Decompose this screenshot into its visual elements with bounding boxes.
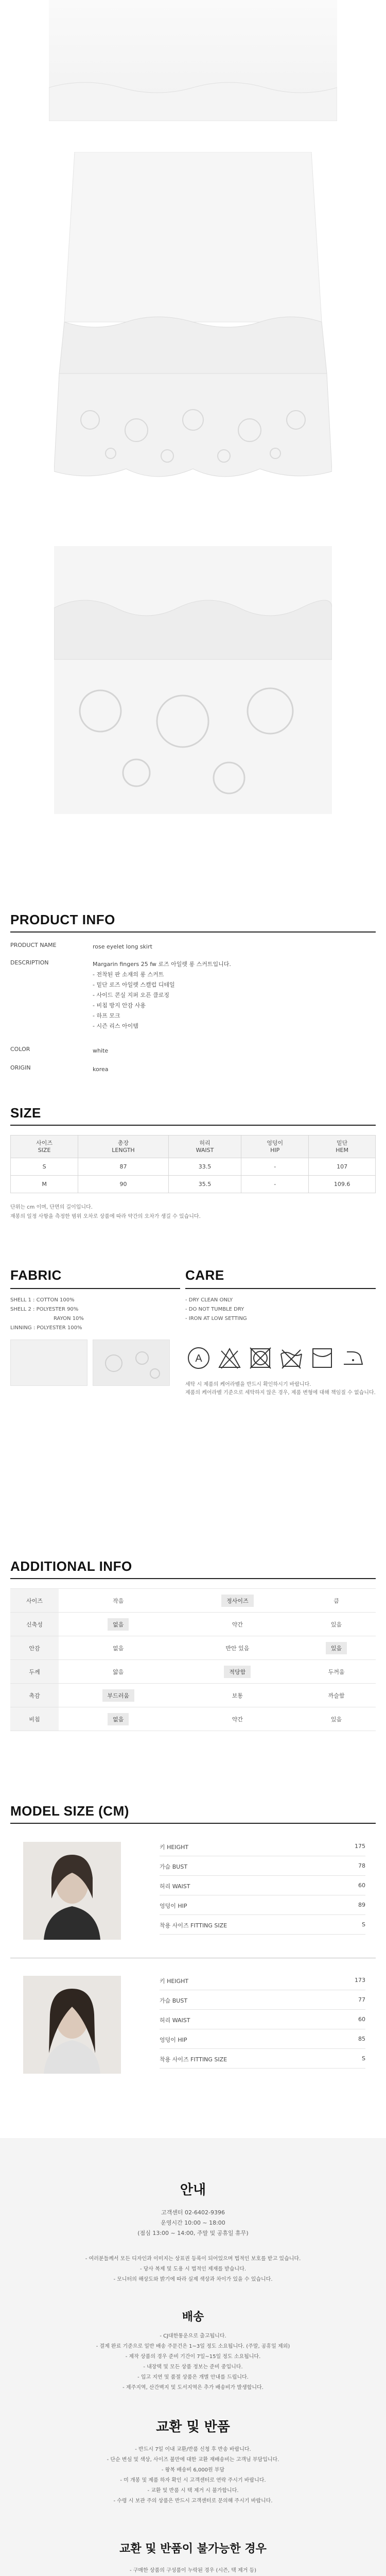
table-cell-selected: 정사이즈 [178,1589,297,1613]
table-cell: 까슬함 [297,1684,376,1707]
table-cell: 보통 [178,1684,297,1707]
size-table-header [11,1136,376,1158]
table-cell: 33.5 [168,1158,241,1176]
divider [185,1288,376,1289]
table-row [10,1684,376,1707]
no-wash-icon [278,1345,305,1371]
info-key: PRODUCT NAME [10,942,57,948]
table-cell: 얇음 [59,1660,178,1684]
divider [10,1288,180,1289]
guide-body-2: - 여러분들께서 모든 디자인과 이미지는 상표권 등록이 되어있으며 법적인 보호를 받고 있습니다. - 당사 복제 및 도용 시 법적인 제재를 받습니다. - 모니터의 해상도와 밝기에 따라 실제 색상과 차이가 있을 수 있습니다. [85,2256,301,2282]
size-table [10,1135,376,1193]
length-col-header: 총장 LENGTH [78,1136,169,1158]
low-iron-icon [340,1345,366,1371]
delivery-body: - CJ대한통운으로 출고됩니다. - 결제 완료 기준으로 일반 배송 주문건은 1~3일 정도 소요됩니다. (주말, 공휴일 제외) - 제작 상품의 경우 준비 기간이 7일~15일 정도 소요됩니다. - 내장택 및 모든 상품 정보는 준비 중입니다. - 입고 지연 및 품절 상품은 개별 안내를 드립니다. - 제주지역, 산간벽지 및 도서지역은 추가 배송비가 발생합니다. [96,2333,290,2391]
eyelet-pattern [93,1340,170,1386]
size-title: SIZE [10,1105,41,1121]
model-row: 허리 WAIST 60 [160,2010,365,2029]
table-row [10,1636,376,1660]
info-value: Margarin fingers 25 fw 로즈 아일렛 롱 스커트입니다. - 전착된 판 소재의 롱 스커트 - 밑단 로즈 아일렛 스캘럽 디테일 - 사이드 콘실 지퍼 오픈 클로징 - 비침 방지 안감 사용 - 하프 모크 - 시즌 리스 아이템 [93,961,231,1029]
model-portrait-icon [23,1842,121,1940]
info-key: ORIGIN [10,1064,31,1071]
row-label: 촉감 [10,1684,59,1707]
product-photo-top [0,0,386,121]
table-cell: 반안 있음 [178,1636,297,1660]
table-row [10,1660,376,1684]
skirt-ruffle [49,72,337,121]
row-label: 비침 [10,1707,59,1731]
table-cell: 87 [78,1158,169,1176]
table-row [11,1158,376,1176]
waist-col-header: 허리 WAIST [168,1136,241,1158]
table-cell: M [11,1176,78,1193]
model-portrait-icon [23,1976,121,2074]
table-cell: 107 [309,1158,376,1176]
table-cell: 약간 [178,1613,297,1636]
divider [10,1125,376,1126]
table-cell: S [11,1158,78,1176]
table-cell-selected: 있음 [297,1636,376,1660]
table-cell: 없음 [59,1636,178,1660]
model-row: 착용 사이즈 FITTING SIZE S [160,2049,365,2069]
additional-info-table [10,1588,376,1731]
model-row: 엉덩이 HIP 89 [160,1895,365,1915]
model-row: 엉덩이 HIP 85 [160,2029,365,2049]
model-row: 가슴 BUST 77 [160,1990,365,2010]
model-row: 착용 사이즈 FITTING SIZE S [160,1915,365,1935]
hem-col-header: 밑단 HEM [309,1136,376,1158]
delivery-title: 배송 [182,2311,204,2324]
size-note: 단위는 cm 이며, 단면의 길이입니다. 재봉의 일정 사항을 측정한 범위 오차로 상품에 따라 약간의 오차가 생길 수 있습니다. [10,1205,201,1219]
no-tumble-dry-icon [247,1345,274,1371]
info-value: korea [93,1066,109,1073]
dry-clean-icon [185,1345,212,1371]
table-cell: 있음 [297,1707,376,1731]
fabric-line: SHELL 1 : COTTON 100% [10,1297,75,1303]
product-info-title: PRODUCT INFO [10,912,115,927]
fabric-swatch-1 [10,1340,87,1386]
info-value: white [93,1047,109,1054]
divider [10,1578,376,1579]
care-line: - DRY CLEAN ONLY [185,1297,233,1303]
info-value: rose eyelet long skirt [93,943,152,950]
fabric-swatch-2 [93,1340,170,1386]
exchange-title: 교환 및 반품 [156,2419,230,2435]
fabric-line: SHELL 2 : POLYESTER 90% [10,1307,79,1312]
table-row [10,1613,376,1636]
model-size-title: MODEL SIZE (CM) [10,1803,129,1819]
table-cell-selected: 없음 [59,1707,178,1731]
table-cell: - [241,1176,309,1193]
hip-col-header: 엉덩이 HIP [241,1136,309,1158]
size-col-header: 사이즈 SIZE [11,1136,78,1158]
row-label: 신축성 [10,1613,59,1636]
table-cell: 작음 [59,1589,178,1613]
table-row [10,1707,376,1731]
table-cell-selected: 적당함 [178,1660,297,1684]
model-row: 가슴 BUST 78 [160,1856,365,1876]
skirt-illustration [54,152,332,502]
table-cell: - [241,1158,309,1176]
model-photo [23,1976,121,2074]
guide-body: 고객센터 02-6402-9396 운영시간 10:00 ~ 18:00 (점심 13:00 ~ 14:00, 주말 및 공휴일 휴무) [137,2209,249,2236]
fabric-line: LINNING : POLYESTER 100% [10,1325,82,1331]
care-line: - DO NOT TUMBLE DRY [185,1307,244,1312]
table-cell: 큼 [297,1589,376,1613]
table-cell: 두꺼움 [297,1660,376,1684]
refuse-title: 교환 및 반품이 불가능한 경우 [119,2543,267,2555]
svg-text:A: A [195,1353,202,1364]
care-note: 세탁 시 제품의 케어라벨을 반드시 확인하시기 바랍니다. 제품의 케어라벨 기준으로 세탁하지 않은 경우, 제품 변형에 대해 책임질 수 없습니다. [185,1382,376,1396]
table-cell-selected: 부드러움 [59,1684,178,1707]
row-label: 안감 [10,1636,59,1660]
fabric-detail-illustration [54,546,332,814]
additional-info-title: ADDITIONAL INFO [10,1558,132,1574]
table-cell: 약간 [178,1707,297,1731]
care-title: CARE [185,1267,224,1283]
fabric-list [10,1296,84,1333]
info-key: COLOR [10,1046,30,1053]
row-label: 두께 [10,1660,59,1684]
table-row [10,1589,376,1613]
row-label: 사이즈 [10,1589,59,1613]
care-list [185,1296,247,1324]
info-key: DESCRIPTION [10,959,49,966]
fabric-line: RAYON 10% [54,1316,84,1321]
care-line: - IRON AT LOW SETTING [185,1316,247,1321]
divider [10,931,376,933]
model-card-2 [10,1965,376,2084]
table-cell: 35.5 [168,1176,241,1193]
exchange-body: - 반드시 7일 이내 교환/반품 신청 후 반송 바랍니다. - 단순 변심 및 색상, 사이즈 불만에 대한 교환 재배송비는 고객님 부담입니다. - 왕복 배송비 6,000원 부담 - 미 개봉 및 제품 하자 확인 시 고객센터로 연락 주시기 바랍니다. - 교환 및 반품 시 택 제거 시 불가합니다. - 수령 시 보관 주의 상품은 반드시 고객센터로 문의해 주시기 바랍니다. [107,2447,279,2504]
model-card-1 [10,1832,376,1950]
fabric-title: FABRIC [10,1267,62,1283]
table-cell-selected: 없음 [59,1613,178,1636]
table-cell: 109.6 [309,1176,376,1193]
refuse-body: - 구매한 상품의 구성품이 누락된 경우 (시즌, 택 제거 등) [129,2568,257,2573]
guide-title: 안내 [180,2182,206,2198]
model-row: 허리 WAIST 60 [160,1876,365,1895]
table-cell: 있음 [297,1613,376,1636]
line-dry-icon [309,1345,336,1371]
model-photo [23,1842,121,1940]
no-bleach-icon [216,1345,243,1371]
model-row: 키 HEIGHT 173 [160,1971,365,1990]
product-photo-full [0,152,386,502]
table-row [11,1176,376,1193]
model-row: 키 HEIGHT 175 [160,1837,365,1856]
table-cell: 90 [78,1176,169,1193]
divider [10,1823,376,1824]
